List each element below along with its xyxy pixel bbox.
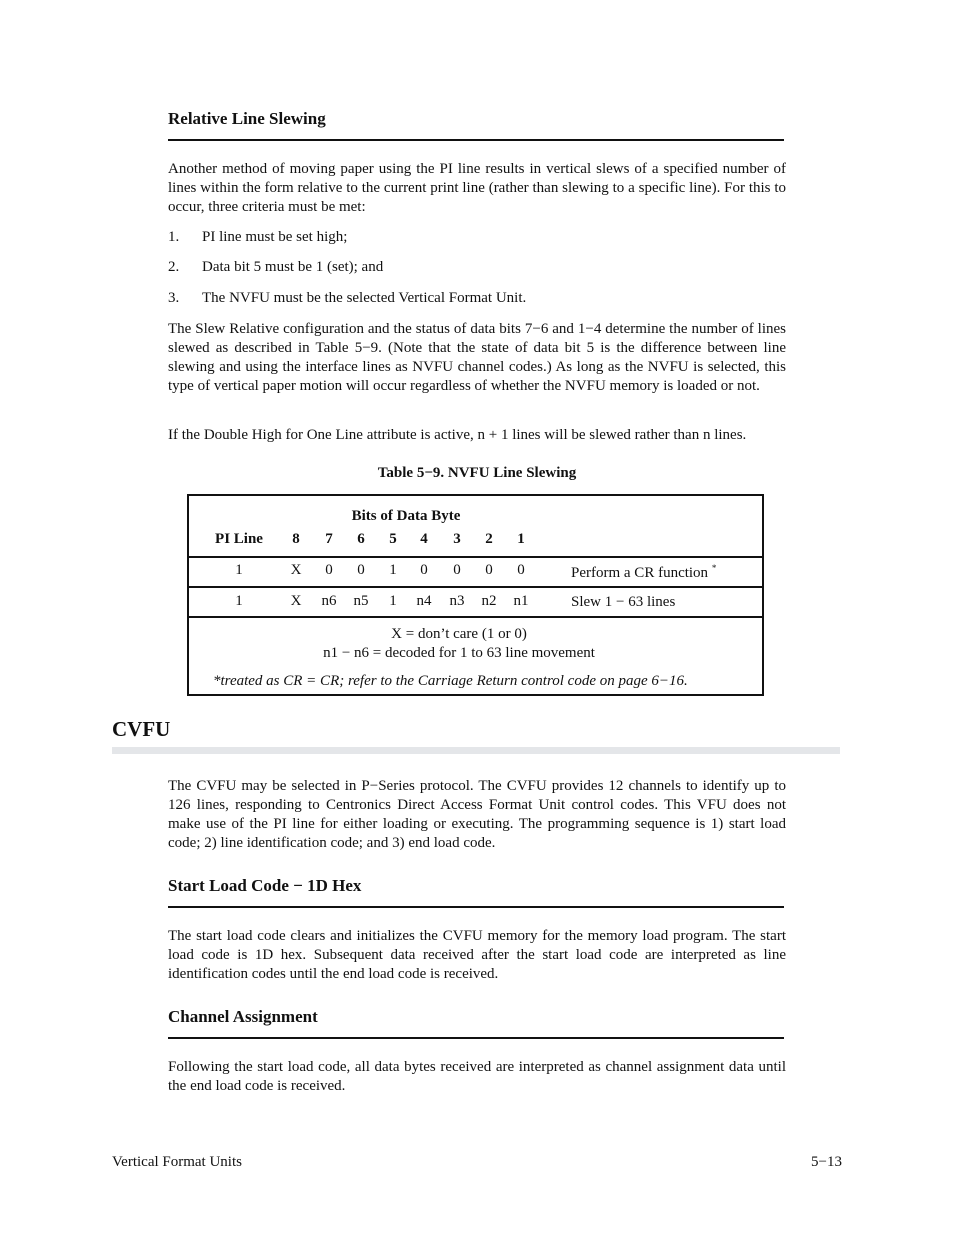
list-number: 1. (168, 229, 180, 245)
column-header-bit: 7 (325, 531, 333, 547)
section-heading-channel-assignment: Channel Assignment (168, 1007, 318, 1026)
heading-rule (168, 1037, 784, 1039)
heading-bar (112, 747, 840, 754)
table-cell-bit: 0 (485, 562, 493, 578)
table-cell-bit: 1 (389, 562, 397, 578)
column-header-bit: 2 (485, 531, 493, 547)
table-cell-bit: 1 (389, 593, 397, 609)
table-note: X = don’t care (1 or 0) (391, 626, 527, 642)
column-header-bit: 3 (453, 531, 461, 547)
table-cell-bit: n4 (416, 593, 432, 609)
table-cell-bit: 0 (517, 562, 525, 578)
table-cell-bit: n2 (481, 593, 497, 609)
footnote-marker: * (711, 563, 717, 573)
column-header-bit: 6 (357, 531, 365, 547)
nvfu-line-slewing-table (187, 494, 764, 696)
heading-rule (168, 906, 784, 908)
list-item (168, 229, 347, 246)
table-cell-bit: 0 (420, 562, 428, 578)
list-text: Data bit 5 must be 1 (set); and (202, 259, 384, 275)
body-paragraph: Following the start load code, all data bytes received are interpreted as channel assignment data until the end load code is received. (168, 1059, 786, 1094)
table-cell-bit: X (290, 593, 302, 609)
table-cell-bit: 0 (357, 562, 365, 578)
heading-rule (168, 139, 784, 141)
section-heading-relative-line-slewing: Relative Line Slewing (168, 109, 326, 128)
column-header-bit: 1 (517, 531, 525, 547)
table-cell-bit: X (290, 562, 302, 578)
table-cell-bit: n5 (353, 593, 369, 609)
page-number: 5−13 (811, 1154, 842, 1170)
table-rule (189, 586, 762, 588)
footer-title: Vertical Format Units (112, 1154, 242, 1170)
table-cell-bit: 0 (325, 562, 333, 578)
table-cell-pi: 1 (235, 562, 243, 578)
table-cell-bit: n6 (321, 593, 337, 609)
column-header-bit: 4 (420, 531, 428, 547)
intro-paragraph: Another method of moving paper using the PI line results in vertical slews of a specified number of lines within the form relative to the current print line (rather than slewing to a specific line). For this to occur, three criteria must be met: (168, 161, 786, 215)
column-header-bit: 8 (292, 531, 300, 547)
list-item (168, 290, 526, 307)
column-header-bit: 5 (389, 531, 397, 547)
list-text: The NVFU must be the selected Vertical Format Unit. (202, 290, 527, 306)
table-footnote: *treated as CR = CR; refer to the Carriage Return control code on page 6−16. (213, 673, 688, 689)
table-rule (189, 616, 762, 618)
list-text: PI line must be set high; (202, 229, 348, 245)
list-item (168, 259, 383, 276)
table-caption: Table 5−9. NVFU Line Slewing (377, 465, 577, 481)
table-note: n1 − n6 = decoded for 1 to 63 line movement (323, 645, 595, 661)
body-paragraph: The CVFU may be selected in P−Series protocol. The CVFU provides 12 channels to identify up to 126 lines, responding to Centronics Direct Access Format Unit control codes. This VFU does not make use of the PI line for either loading or executing. The programming sequence is 1) start load code; 2) line identification code; and 3) end load code. (168, 778, 786, 851)
table-cell-description (571, 563, 716, 582)
section-heading-start-load-code: Start Load Code − 1D Hex (168, 876, 362, 895)
body-paragraph: The start load code clears and initializes the CVFU memory for the memory load program. The start load code is 1D hex. Subsequent data received after the start load code are interpreted as line identification codes until the end load code is received. (168, 928, 786, 982)
table-cell-bit: 0 (453, 562, 461, 578)
table-cell-bit: n1 (513, 593, 529, 609)
body-paragraph: The Slew Relative configuration and the status of data bits 7−6 and 1−4 determine the number of lines slewed as described in Table 5−9. (Note that the state of data bit 5 is the difference between line slewing and using the interface lines as NVFU channel codes.) As long as the NVFU is selected, this type of vertical paper motion will occur regardless of whether the NVFU memory is loaded or not. (168, 321, 786, 394)
description-text: Perform a CR function (571, 565, 709, 581)
table-cell-bit: n3 (449, 593, 465, 609)
table-cell-description: Slew 1 − 63 lines (571, 594, 676, 610)
table-group-header: Bits of Data Byte (351, 508, 461, 524)
table-cell-pi: 1 (235, 593, 243, 609)
list-number: 3. (168, 290, 180, 306)
table-rule (189, 556, 762, 558)
body-paragraph: If the Double High for One Line attribute is active, n + 1 lines will be slewed rather than n lines. (168, 427, 747, 443)
section-heading-cvfu: CVFU (112, 717, 171, 741)
column-header-pi-line: PI Line (215, 531, 263, 547)
list-number: 2. (168, 259, 180, 275)
